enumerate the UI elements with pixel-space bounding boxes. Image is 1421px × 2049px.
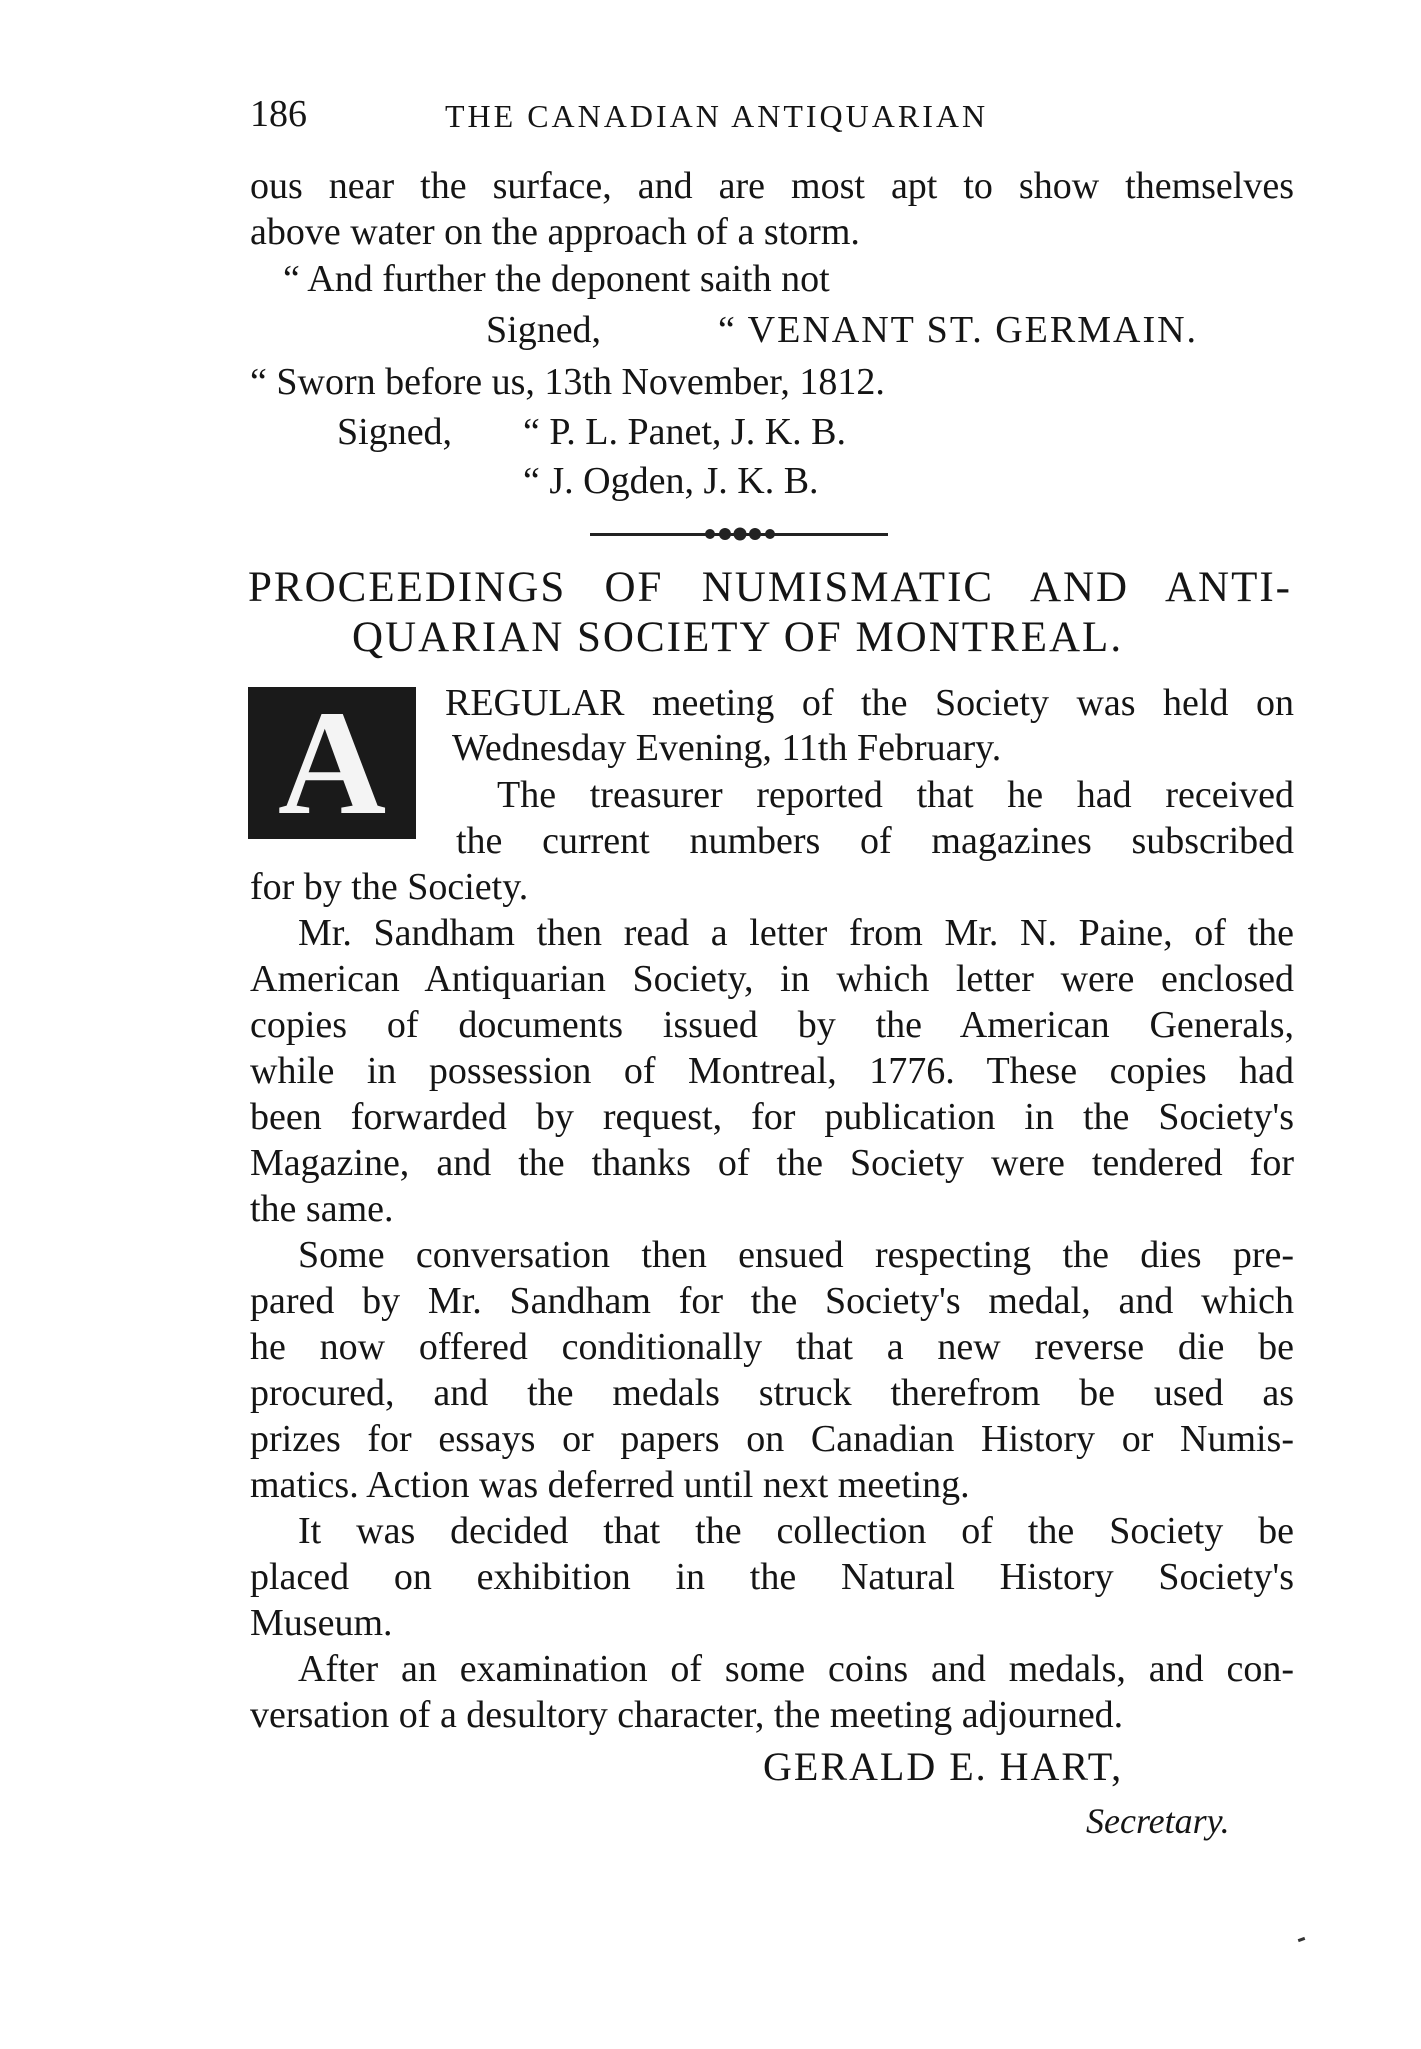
para6-line: After an examination of some coins and medals, and con- bbox=[298, 1648, 1294, 1690]
rule-ornament-icon bbox=[700, 527, 780, 541]
drop-cap-letter: A bbox=[277, 680, 387, 846]
para4-line: he now offered conditionally that a new reverse die be bbox=[250, 1326, 1294, 1368]
signed-label: Signed, bbox=[486, 309, 602, 351]
para4-line: pared by Mr. Sandham for the Society's medal, and which bbox=[250, 1280, 1294, 1322]
para3-line: American Antiquarian Society, in which letter were enclosed bbox=[250, 958, 1294, 1000]
justice-ogden: “ J. Ogden, J. K. B. bbox=[523, 460, 819, 502]
deposition-line-2: above water on the approach of a storm. bbox=[250, 211, 860, 253]
para3-line: Magazine, and the thanks of the Society were tendered for bbox=[250, 1142, 1294, 1184]
running-title: THE CANADIAN ANTIQUARIAN bbox=[445, 98, 989, 134]
drop-cap bbox=[248, 680, 416, 846]
deposition-line-3: “ And further the deponent saith not bbox=[283, 258, 830, 300]
sworn-line: “ Sworn before us, 13th November, 1812. bbox=[250, 361, 885, 403]
para4-line: Some conversation then ensued respecting the dies pre- bbox=[298, 1234, 1294, 1276]
para6-line: versation of a desultory character, the meeting adjourned. bbox=[250, 1694, 1124, 1736]
stray-mark bbox=[1298, 1937, 1306, 1942]
para5-line: placed on exhibition in the Natural History Society's bbox=[250, 1556, 1294, 1598]
section-heading-line-1: PROCEEDINGS OF NUMISMATIC AND ANTI- bbox=[248, 564, 1292, 611]
deposition-line-1: ous near the surface, and are most apt to show themselves bbox=[250, 165, 1294, 207]
para4-line: procured, and the medals struck therefrom be used as bbox=[250, 1372, 1294, 1414]
para1-line-1: REGULAR meeting of the Society was held on bbox=[445, 682, 1294, 724]
para2-line-2: the current numbers of magazines subscribed bbox=[456, 820, 1294, 862]
para5-line: It was decided that the collection of the Society be bbox=[298, 1510, 1294, 1552]
para4-line: prizes for essays or papers on Canadian History or Numis- bbox=[250, 1418, 1294, 1460]
signoff-title: Secretary. bbox=[1086, 1801, 1230, 1841]
para3-line: Mr. Sandham then read a letter from Mr. N. Paine, of the bbox=[298, 912, 1294, 954]
signature-venant: “ VENANT ST. GERMAIN. bbox=[718, 309, 1199, 351]
page-number: 186 bbox=[250, 93, 307, 135]
para3-line: while in possession of Montreal, 1776. These copies had bbox=[250, 1050, 1294, 1092]
signed-label-2: Signed, bbox=[337, 411, 453, 453]
para3-line: copies of documents issued by the American Generals, bbox=[250, 1004, 1294, 1046]
signoff-name: GERALD E. HART, bbox=[763, 1744, 1124, 1789]
para5-line: Museum. bbox=[250, 1602, 393, 1644]
para2-line-1: The treasurer reported that he had received bbox=[497, 774, 1294, 816]
section-heading-line-2: QUARIAN SOCIETY OF MONTREAL. bbox=[352, 614, 1124, 661]
justice-panet: “ P. L. Panet, J. K. B. bbox=[523, 411, 846, 453]
para2-line-3: for by the Society. bbox=[250, 866, 529, 908]
para3-line: been forwarded by request, for publication in the Society's bbox=[250, 1096, 1294, 1138]
para1-line-2: Wednesday Evening, 11th February. bbox=[452, 727, 1002, 769]
para4-line: matics. Action was deferred until next meeting. bbox=[250, 1464, 970, 1506]
para3-line: the same. bbox=[250, 1188, 394, 1230]
